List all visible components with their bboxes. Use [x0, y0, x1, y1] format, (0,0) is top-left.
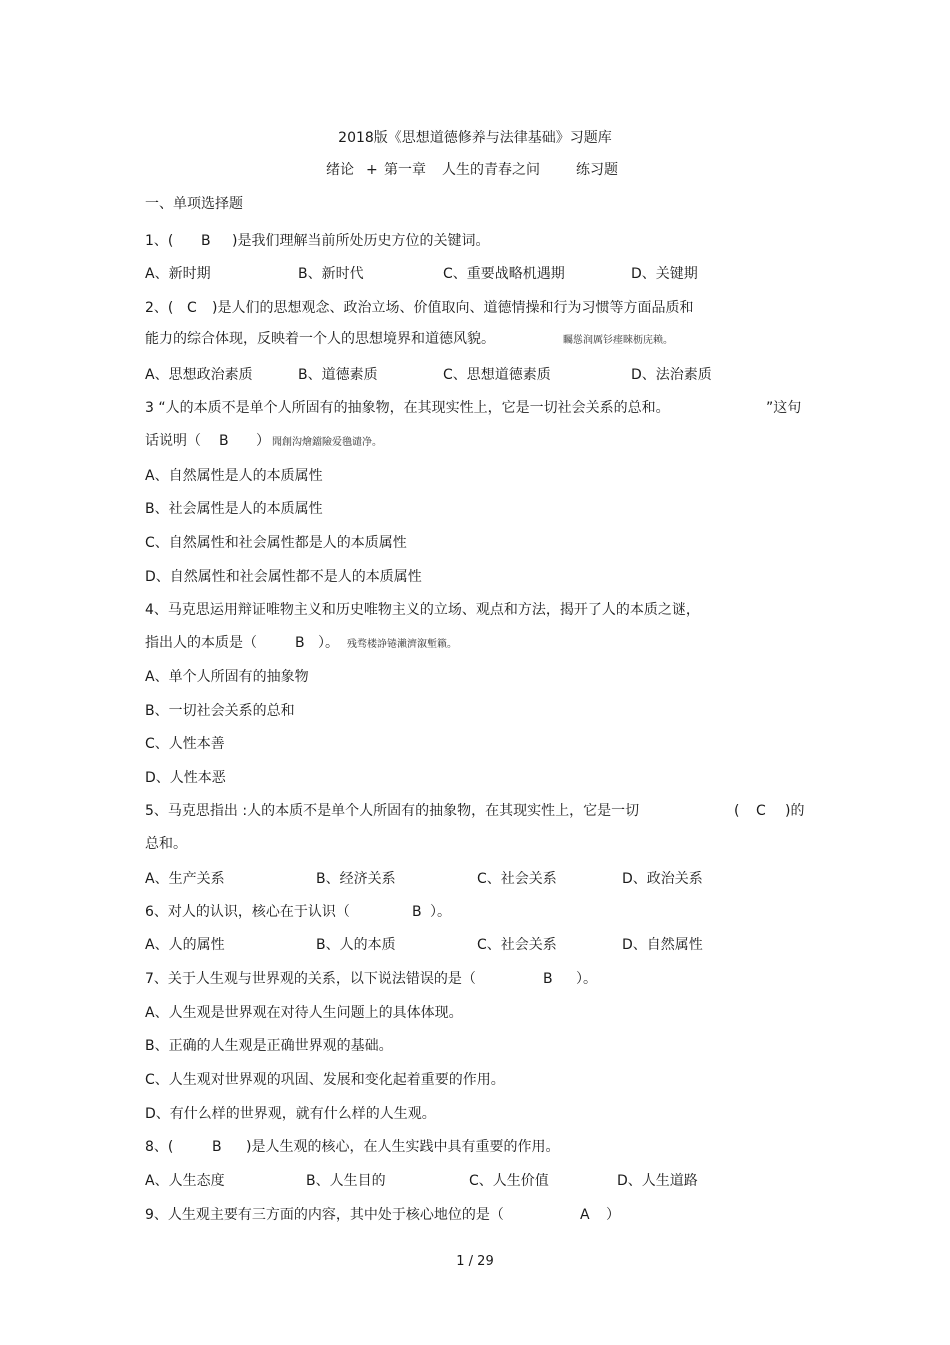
q4-answer: B [295, 635, 305, 651]
q3-option-c: C、自然属性和社会属性都是人的本质属性 [145, 535, 407, 551]
q9-stem-pre: 9、人生观主要有三方面的内容，其中处于核心地位的是（ [145, 1207, 504, 1223]
q2-answer: C [187, 300, 197, 316]
q4-option-c: C、人性本善 [145, 736, 225, 752]
subtitle-part3: 人生的青春之问 [442, 162, 540, 178]
q5-answer: C [756, 803, 766, 819]
q7-option-b: B、正确的人生观是正确世界观的基础。 [145, 1038, 393, 1054]
q3-stem-post: ） [256, 433, 270, 449]
q8-answer: B [212, 1139, 222, 1155]
q1-option-d: D、关键期 [631, 266, 698, 282]
q2-garbled-text: 矚慫润厲钐瘗睞枥庑赖。 [563, 335, 673, 346]
q6-option-b: B、人的本质 [316, 937, 396, 953]
q4-stem-line1: 4、马克思运用辩证唯物主义和历史唯物主义的立场、观点和方法，揭开了人的本质之谜， [145, 602, 700, 618]
q1-answer: B [201, 233, 211, 249]
q6-option-c: C、社会关系 [477, 937, 557, 953]
q9-answer: A [580, 1207, 590, 1223]
q5-stem-pre: ( [734, 803, 740, 819]
q7-answer: B [543, 971, 553, 987]
subtitle-plus: + [366, 162, 378, 178]
document-title: 2018版《思想道德修养与法律基础》习题库 [338, 130, 612, 146]
q1-option-b: B、新时代 [298, 266, 364, 282]
q3-option-d: D、自然属性和社会属性都不是人的本质属性 [145, 569, 422, 585]
q2-stem-pre: 2、( [145, 300, 174, 316]
q5-stem-line1: 5、马克思指出 :人的本质不是单个人所固有的抽象物，在其现实性上，它是一切 [145, 803, 640, 819]
q8-option-d: D、人生道路 [617, 1173, 698, 1189]
q3-stem-end: ”这句 [766, 400, 802, 416]
q5-option-d: D、政治关系 [622, 871, 703, 887]
q2-option-b: B、道德素质 [298, 367, 378, 383]
subtitle-part2: 第一章 [384, 162, 426, 178]
q5-stem-post: )的 [785, 803, 805, 819]
q1-stem-post: )是我们理解当前所处历史方位的关键词。 [232, 233, 490, 249]
q5-option-b: B、经济关系 [316, 871, 396, 887]
section-heading: 一、单项选择题 [145, 196, 243, 212]
q8-stem-post: )是人生观的核心，在人生实践中具有重要的作用。 [246, 1139, 560, 1155]
q8-stem-pre: 8、( [145, 1139, 174, 1155]
q2-option-d: D、法治素质 [631, 367, 712, 383]
q4-stem-post: ）。 [318, 635, 339, 651]
q2-option-c: C、思想道德素质 [443, 367, 551, 383]
q7-stem-post: ）。 [576, 971, 597, 987]
q1-option-a: A、新时期 [145, 266, 211, 282]
q4-option-a: A、单个人所固有的抽象物 [145, 669, 309, 685]
q1-option-c: C、重要战略机遇期 [443, 266, 565, 282]
q6-option-d: D、自然属性 [622, 937, 703, 953]
q6-stem-post: ）。 [430, 904, 451, 920]
subtitle-part4: 练习题 [576, 162, 618, 178]
q4-stem-pre: 指出人的本质是（ [145, 635, 257, 651]
q7-option-a: A、人生观是世界观在对待人生问题上的具体体现。 [145, 1005, 463, 1021]
q5-option-c: C、社会关系 [477, 871, 557, 887]
q8-option-b: B、人生目的 [306, 1173, 386, 1189]
q4-option-d: D、人性本恶 [145, 770, 226, 786]
q8-option-a: A、人生态度 [145, 1173, 225, 1189]
q6-answer: B [412, 904, 422, 920]
q6-option-a: A、人的属性 [145, 937, 225, 953]
q3-option-b: B、社会属性是人的本质属性 [145, 501, 323, 517]
q3-answer: B [219, 433, 229, 449]
q2-stem-post: )是人们的思想观念、政治立场、价值取向、道德情操和行为习惯等方面品质和 [212, 300, 694, 316]
q2-stem-line2: 能力的综合体现，反映着一个人的思想境界和道德风貌。 [145, 331, 495, 347]
q8-option-c: C、人生价值 [469, 1173, 549, 1189]
q6-stem-pre: 6、对人的认识，核心在于认识（ [145, 904, 350, 920]
q5-option-a: A、生产关系 [145, 871, 225, 887]
q3-stem-pre: 话说明（ [145, 433, 201, 449]
q4-garbled-text: 残骛楼諍锩瀨濟溆塹籟。 [347, 639, 457, 650]
q2-option-a: A、思想政治素质 [145, 367, 253, 383]
subtitle-part1: 绪论 [326, 162, 354, 178]
q1-stem-pre: 1、( [145, 233, 174, 249]
q7-option-c: C、人生观对世界观的巩固、发展和变化起着重要的作用。 [145, 1072, 505, 1088]
q9-stem-post: ） [606, 1207, 620, 1223]
q3-option-a: A、自然属性是人的本质属性 [145, 468, 323, 484]
q7-option-d: D、有什么样的世界观，就有什么样的人生观。 [145, 1106, 436, 1122]
q4-option-b: B、一切社会关系的总和 [145, 703, 295, 719]
q5-stem-line2: 总和。 [145, 836, 187, 852]
page-number: 1 / 29 [456, 1254, 494, 1269]
q7-stem-pre: 7、关于人生观与世界观的关系，以下说法错误的是（ [145, 971, 476, 987]
q3-garbled-text: 聞創沟燴鐺險爱氇谴净。 [272, 437, 382, 448]
q3-stem-line1: 3 “人的本质不是单个人所固有的抽象物，在其现实性上，它是一切社会关系的总和。 [145, 400, 670, 416]
